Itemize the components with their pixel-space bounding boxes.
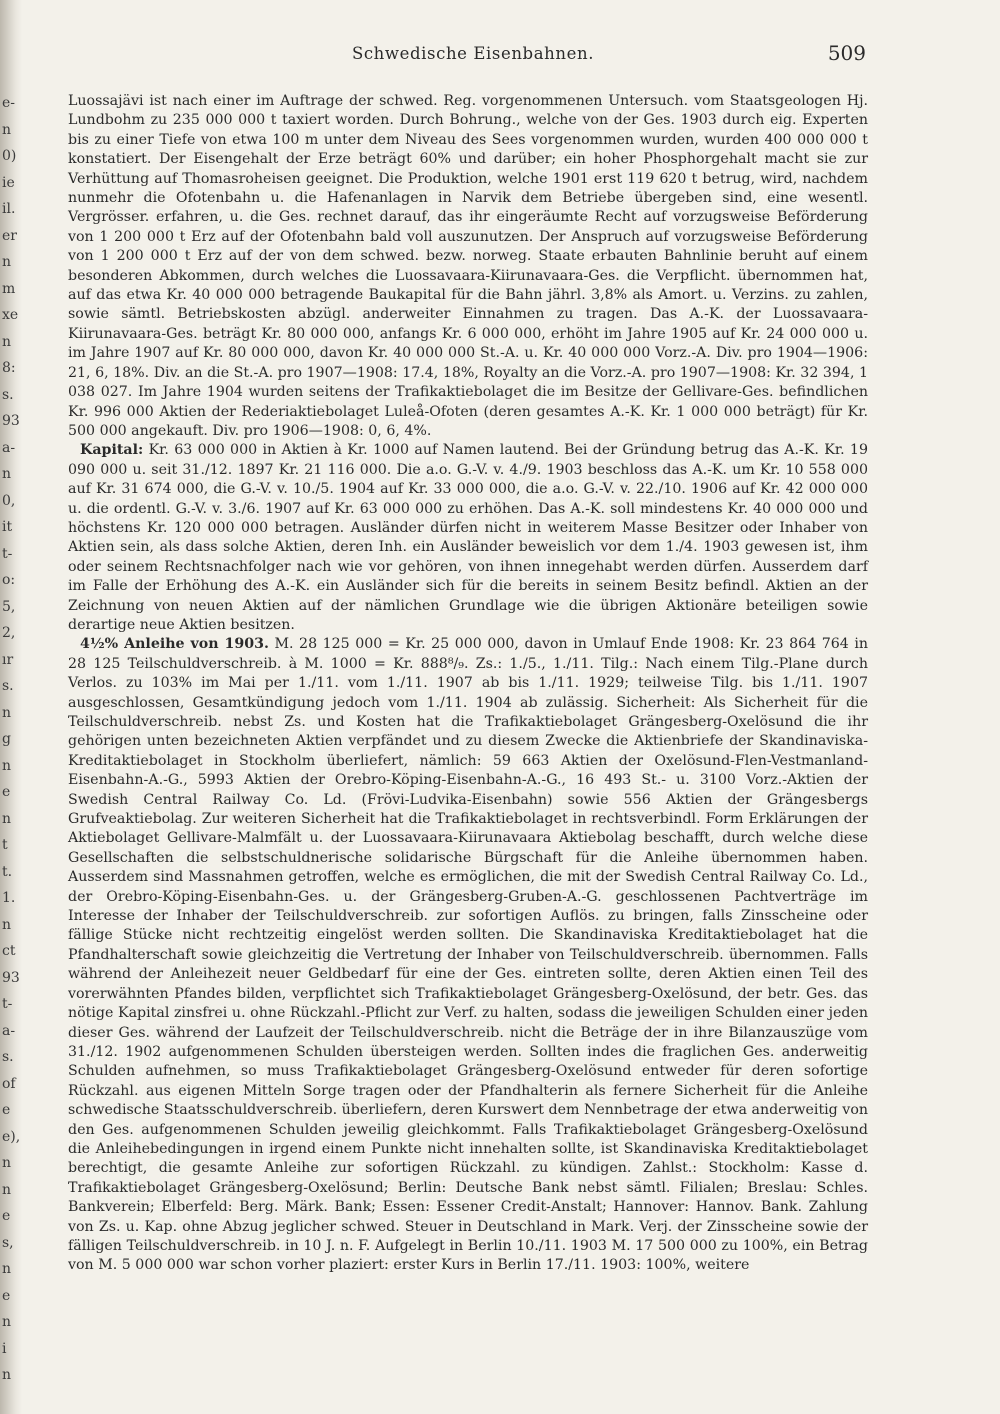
gutter-fragment: n (2, 1261, 12, 1277)
gutter-fragment: xe (2, 307, 19, 323)
paragraph-luossajavi (68, 92, 868, 441)
gutter-fragment: s. (2, 1049, 14, 1065)
gutter-fragment: o: (2, 572, 16, 588)
paragraph-text: Luossajävi ist nach einer im Auftrage der schwed. Reg. vorgenommenen Untersuch. vom Staatsgeologen Hj. Lundbohm zu 235 000 000 t taxiert worden. Durch Bohrung., welche von der Ges. 1903 durch eig. Experten bis zu einer Tiefe von etwa 100 m unter dem Niveau des Sees vorgenommen wurden, wurden 400 000 000 t konstatiert. Der Eisengehalt der Erze beträgt 60% und darüber; ein hoher Phosphorgehalt macht sie zur Verhüttung auf Thomasroheisen geeignet. Die Produktion, welche 1901 erst 119 620 t betrug, wird, nachdem nunmehr die Ofotenbahn u. die Hafenanlagen in Narvik dem Betriebe übergeben sind, eine wesentl. Vergrösser. erfahren, u. die Ges. rechnet darauf, das ihr eingeräumte Recht auf vorzugsweise Beförderung von 1 200 000 t Erz auf der Ofotenbahn bald voll auszunutzen. Der Anspruch auf vorzugsweise Beförderung von 1 200 000 t Erz auf der von dem schwed. bezw. norweg. Staate erbauten Bahnlinie beruht auf einem besonderen Abkommen, durch welches die Luossavaara-Kiirunavaara-Ges. die Verpflicht. übernommen hat, auf das etwa Kr. 40 000 000 betragende Baukapital für die Bahn jährl. 3,8% als Amort. u. Verzins. zu zahlen, sowie sämtl. Betriebskosten abzügl. anderweiter Einnahmen zu tragen. Das A.-K. der Luossavaara-Kiirunavaara-Ges. beträgt Kr. 80 000 000, anfangs Kr. 6 000 000, erhöht im Jahre 1905 auf Kr. 24 000 000 u. im Jahre 1907 auf Kr. 80 000 000, davon Kr. 40 000 000 St.-A. u. Kr. 40 000 000 Vorz.-A. Div. pro 1904—1906: 21, 6, 18%. Div. an die St.-A. pro 1907—1908: 17.4, 18%, Royalty an die Vorz.-A. pro 1907—1908: Kr. 32 394, 1 038 027. Im Jahre 1904 wurden seitens der Trafikaktiebolaget die im Besitze der Gellivare-Ges. befindlichen Kr. 996 000 Aktien der Rederiaktiebolaget Luleå-Ofoten (deren gesamtes A.-K. Kr. 1 000 000 beträgt) für Kr. 500 000 angekauft. Div. pro 1906—1908: 0, 6, 4%. (68, 93, 868, 439)
gutter-fragment: ie (2, 174, 15, 191)
gutter-fragment: s. (2, 386, 14, 403)
gutter-fragment: n (2, 121, 12, 138)
page-body (68, 92, 868, 1276)
gutter-fragment: e (2, 784, 11, 800)
paragraph-anleihe-1903 (68, 635, 868, 1275)
gutter-fragment: of (2, 1075, 16, 1092)
gutter-fragment: 0) (2, 148, 17, 164)
gutter-fragment: a- (2, 439, 16, 456)
gutter-fragment: n (2, 1155, 12, 1171)
gutter-fragment: 0, (2, 492, 16, 509)
gutter-fragment: it (2, 519, 13, 535)
gutter-fragment: n (2, 810, 12, 827)
running-title: Schwedische Eisenbahnen. (351, 44, 595, 63)
gutter-fragment: n (2, 704, 12, 721)
gutter-fragment: 93 (2, 413, 20, 429)
gutter-fragment: t- (2, 996, 13, 1012)
gutter-fragment: 93 (2, 969, 20, 986)
page-number: 509 (827, 41, 866, 65)
gutter-fragment: 1. (2, 890, 16, 906)
gutter-fragment: e (2, 1102, 11, 1118)
gutter-fragment: 2, (2, 625, 16, 641)
gutter-fragment: il. (2, 201, 16, 217)
gutter-fragment: n (2, 757, 12, 774)
gutter-fragment: n (2, 1181, 12, 1198)
page-header (68, 41, 878, 70)
gutter-fragment: e- (2, 95, 16, 111)
gutter-fragment: i (2, 1340, 7, 1357)
gutter-fragment: n (2, 1367, 12, 1383)
gutter-fragment: g (2, 731, 11, 747)
gutter-fragment: e (2, 1287, 11, 1304)
gutter-fragment: t- (2, 545, 13, 562)
gutter-fragment: s. (2, 678, 14, 694)
gutter-fragment: 5, (2, 598, 16, 615)
gutter-fragment: s, (2, 1234, 14, 1251)
gutter-fragment: ct (2, 943, 16, 959)
gutter-fragment: n (2, 916, 12, 933)
gutter-fragment: n (2, 1314, 12, 1330)
paragraph-text: M. 28 125 000 = Kr. 25 000 000, davon in Umlauf Ende 1908: Kr. 23 864 764 in 28 125 Teilschuldverschreib. à M. 1000 = Kr. 888⁸/₉. Zs.: 1./5., 1./11. Tilg.: Nach einem Tilg.-Plane durch Verlos. zu 103% im Mai per 1./11. vom 1./11. 1907 ab bis 1./11. 1929; teilweise Tilg. bis 1./11. 1907 ausgeschlossen, Gesamtkündigung jedoch vom 1./11. 1904 ab zulässig. Sicherheit: Als Sicherheit für die Teilschuldverschreib. nebst Zs. und Kosten hat die Trafikaktiebolaget Grängesberg-Oxelösund die ihr gehörigen unten bezeichneten Aktien verpfändet und zu diesem Zwecke die Aktienbriefe der Skandinaviska-Kreditaktiebolaget in Stockholm überliefert, nämlich: 59 663 Aktien der Oxelösund-Flen-Vestmanland-Eisenbahn-A.-G., 5993 Aktien der Orebro-Köping-Eisenbahn-A.-G., 16 493 St.- u. 3100 Vorz.-Aktien der Swedish Central Railway Co. Ld. (Frövi-Ludvika-Eisenbahn) sowie 556 Aktien der Grängesbergs Grufveaktiebolag. Zur weiteren Sicherheit hat die Trafikaktiebolaget in rechtsverbindl. Form Erklärungen der Aktiebolaget Gellivare-Malmfält u. der Luossavaara-Kiirunavaara Aktiebolag beschafft, durch welche diese Gesellschaften die selbstschuldnerische solidarische Bürgschaft für die Anleihe übernommen haben. Ausserdem sind Massnahmen getroffen, welche es ermöglichen, die mit der Swedish Central Railway Co. Ld., der Orebro-Köping-Eisenbahn-Ges. u. der Grängesberg-Gruben-A.-G. geschlossenen Pachtverträge im Interesse der Inhaber der Teilschuldverschreib. zur sofortigen Auflös. zu bringen, falls Zinsscheine oder fällige Stücke nicht rechtzeitig eingelöst werden sollten. Die Skandinaviska Kreditaktiebolaget hat die Pfandhalterschaft sowie gleichzeitig die Vertretung der Inhaber von Teilschuldverschreib. übernommen. Falls während der Anleihezeit neuer Geldbedarf für eine der Ges. eintreten sollte, deren Aktien einen Teil des vorerwähnten Pfandes bilden, verpflichtet sich Trafikaktiebolaget Grängesberg-Oxelösund, der betr. Ges. das nötige Kapital zinsfrei u. ohne Rückzahl.-Pflicht zur Verf. zu halten, sodass die jeweiligen Schulden einer jeden dieser Ges. während der Laufzeit der Teilschuldverschreib. nicht die Beträge der in ihre Bilanzauszüge vom 31./12. 1902 aufgenommenen Schulden übersteigen werden. Sollten indes die fraglichen Ges. anderweitig Schulden aufnehmen, so muss Trafikaktiebolaget Grängesberg-Oxelösund entweder für deren sofortige Rückzahl. aus eigenen Mitteln Sorge tragen oder der Pfandhalterin als fernere Sicherheit für die Anleihe schwedische Staatsschuldverschreib. überliefern, deren Kurswert dem Nennbetrage der etwa anderweitig von den Ges. aufgenommenen Schulden jeweilig gleichkommt. Falls Trafikaktiebolaget Grängesberg-Oxelösund die Anleihebedingungen in irgend einem Punkte nicht innehalten sollte, ist Skandinaviska Kreditaktiebolaget berechtigt, die gesamte Anleihe zur sofortigen Rückzahl. zu kündigen. Zahlst.: Stockholm: Kasse d. Trafikaktiebolaget Grängesberg-Oxelösund; Berlin: Deutsche Bank nebst sämtl. Filialen; Breslau: Schles. Bankverein; Elberfeld: Berg. Märk. Bank; Essen: Essener Credit-Anstalt; Hannover: Hannov. Bank. Zahlung von Zs. u. Kap. ohne Abzug jeglicher schwed. Steuer in Deutschland in Mark. Verj. der Zinsscheine sowie der fälligen Teilschuldverschreib. in 10 J. n. F. Aufgelegt in Berlin 10./11. 1903 M. 17 500 000 zu 100%, ein Betrag von M. 5 000 000 war schon vorher plaziert: erster Kurs in Berlin 17./11. 1903: 100%, weitere (68, 636, 868, 1274)
gutter-fragment: n (2, 333, 12, 350)
gutter-fragment: 8: (2, 360, 16, 376)
gutter-fragment: a- (2, 1022, 16, 1039)
gutter-fragment: n (2, 466, 12, 482)
paragraph-kapital (68, 441, 868, 635)
gutter-fragment: ır (2, 651, 14, 668)
gutter-fragment: er (2, 227, 17, 244)
section-heading-anleihe: 4½% Anleihe von 1903. (80, 636, 269, 653)
gutter-fragment: e), (2, 1128, 21, 1145)
paragraph-text: Kr. 63 000 000 in Aktien à Kr. 1000 auf Namen lautend. Bei der Gründung betrug das A.-K. Kr. 19 090 000 u. seit 31./12. 1897 Kr. 21 116 000. Die a.o. G.-V. v. 4./9. 1903 beschloss das A.-K. um Kr. 10 558 000 auf Kr. 31 674 000, die G.-V. v. 10./5. 1904 auf Kr. 33 000 000, die a.o. G.-V. v. 22./10. 1906 auf Kr. 42 000 000 u. die ordentl. G.-V. v. 3./6. 1907 auf Kr. 63 000 000 zu erhöhen. Das A.-K. soll mindestens Kr. 40 000 000 und höchstens Kr. 120 000 000 betragen. Ausländer dürfen nicht in weiterem Masse Besitzer oder Inhaber von Aktien sein, als dass solche Aktien, deren Inh. ein Ausländer beweislich vor dem 1./4. 1903 gewesen ist, ihm oder seinem Rechtsnachfolger nach wie vor gehören, von ihnen innegehabt werden dürfen. Ausserdem darf im Falle der Erhöhung des A.-K. ein Ausländer sich für die bereits in seinem Besitz befindl. Aktien an der Zeichnung von neuen Aktien auf der nämlichen Grundlage wie die übrigen Aktionäre beteiligen sowie derartige neue Aktien besitzen. (68, 442, 868, 633)
gutter-fragment: n (2, 254, 12, 270)
gutter-fragment: m (2, 280, 16, 297)
gutter-fragment: t (2, 837, 8, 853)
section-heading-kapital: Kapital: (80, 442, 144, 459)
gutter-fragment: e (2, 1208, 11, 1224)
gutter-fragment: t. (2, 863, 13, 880)
